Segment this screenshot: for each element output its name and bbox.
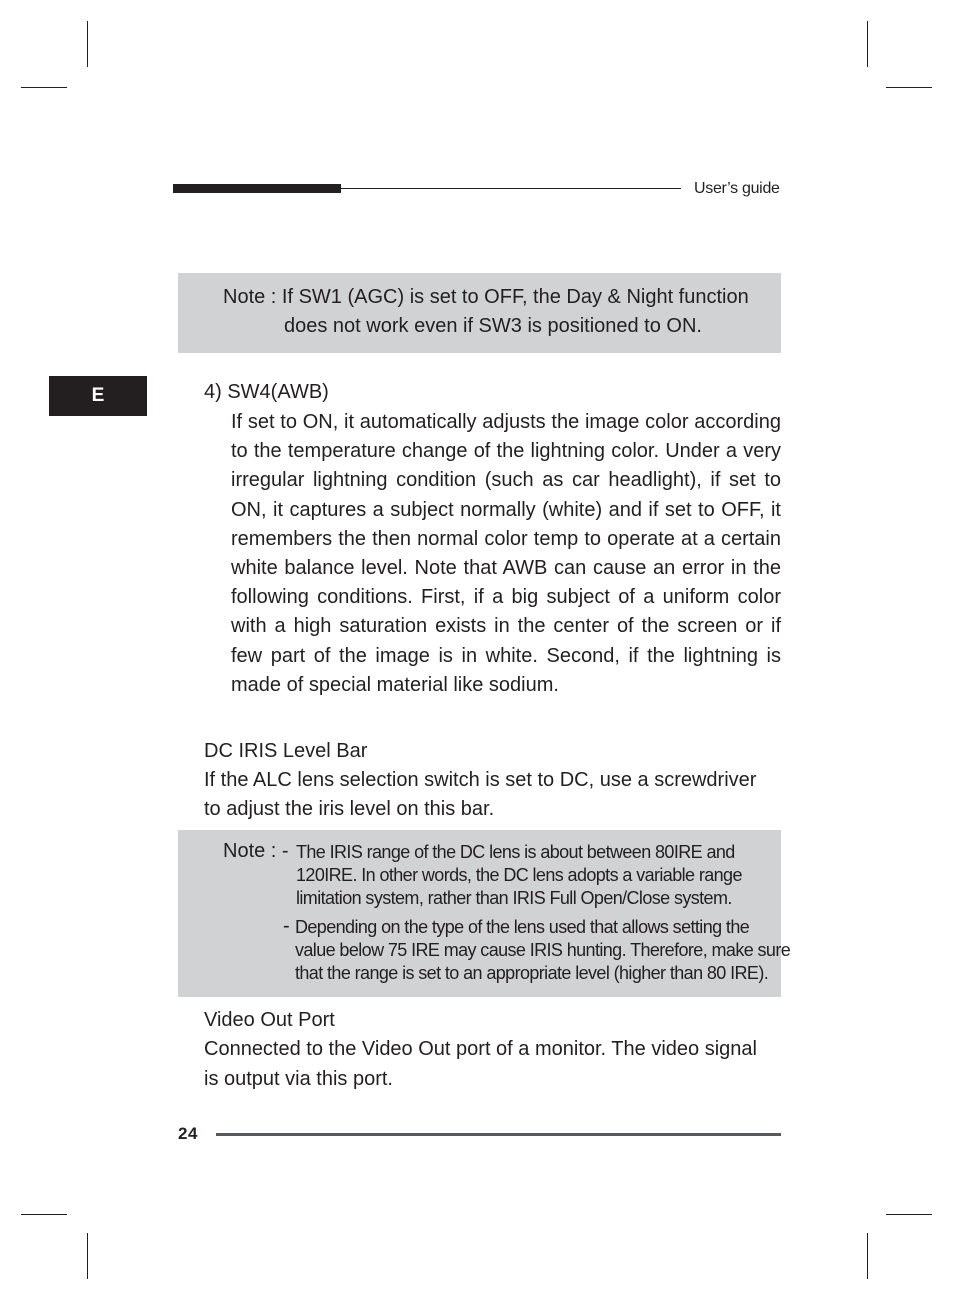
header-rule bbox=[341, 188, 681, 189]
note-iris-label: Note : - bbox=[223, 840, 289, 862]
note-iris-item-2-line-3: that the range is set to an appropriate level (higher than 80 IRE). bbox=[295, 963, 769, 983]
crop-mark-bottom-right-vertical bbox=[867, 1233, 868, 1279]
crop-mark-top-right-horizontal bbox=[886, 87, 932, 88]
note-iris-item-2-line-2: value below 75 IRE may cause IRIS hunting. Therefore, make sure bbox=[295, 940, 791, 960]
crop-mark-top-left-horizontal bbox=[21, 87, 67, 88]
note-iris-dash-2: - bbox=[283, 915, 290, 937]
dc-iris-line-1: If the ALC lens selection switch is set to DC, use a screwdriver bbox=[204, 769, 757, 791]
video-out-line-1: Connected to the Video Out port of a monitor. The video signal bbox=[204, 1038, 757, 1060]
note-agc-line-1: Note : If SW1 (AGC) is set to OFF, the Day & Night function bbox=[223, 286, 749, 308]
running-title: User’s guide bbox=[694, 180, 780, 197]
crop-mark-top-right-vertical bbox=[867, 21, 868, 67]
note-agc-box bbox=[178, 273, 781, 353]
sw4-body: If set to ON, it automatically adjusts the image color according to the temperature change of the lightning color. Under a very irregular lightning condition (such as car headlight), if set to ON, it captures a subject normally (white) and if set to OFF, it remembers the then normal color temp to operate at a certain white balance level. Note that AWB can cause an error in the following conditions. First, if a big subject of a uniform color with a high saturation exists in the center of the screen or if few part of the image is in white. Second, if the lightning is made of special material like sodium. bbox=[231, 411, 781, 696]
header-bar-thick bbox=[173, 184, 341, 193]
note-iris-item-1-line-1: The IRIS range of the DC lens is about between 80IRE and bbox=[296, 842, 735, 862]
page-number: 24 bbox=[178, 1124, 198, 1143]
note-agc-line-2: does not work even if SW3 is positioned to ON. bbox=[284, 315, 702, 337]
footer-rule bbox=[216, 1133, 781, 1136]
dc-iris-line-2: to adjust the iris level on this bar. bbox=[204, 798, 495, 820]
crop-mark-bottom-left-horizontal bbox=[21, 1214, 67, 1215]
dc-iris-heading: DC IRIS Level Bar bbox=[204, 740, 368, 762]
crop-mark-top-left-vertical bbox=[87, 21, 88, 67]
note-iris-box bbox=[178, 830, 791, 997]
note-iris-item-2-line-1: Depending on the type of the lens used that allows setting the bbox=[295, 917, 750, 937]
crop-mark-bottom-right-horizontal bbox=[886, 1214, 932, 1215]
crop-mark-bottom-left-vertical bbox=[87, 1233, 88, 1279]
language-tab bbox=[49, 376, 147, 416]
video-out-line-2: is output via this port. bbox=[204, 1068, 393, 1090]
language-tab-label: E bbox=[91, 385, 105, 406]
note-iris-item-1-line-2: 120IRE. In other words, the DC lens adopts a variable range bbox=[296, 865, 742, 885]
note-iris-item-1-line-3: limitation system, rather than IRIS Full Open/Close system. bbox=[296, 888, 732, 908]
sw4-heading: 4) SW4(AWB) bbox=[204, 381, 329, 403]
video-out-heading: Video Out Port bbox=[204, 1009, 335, 1031]
